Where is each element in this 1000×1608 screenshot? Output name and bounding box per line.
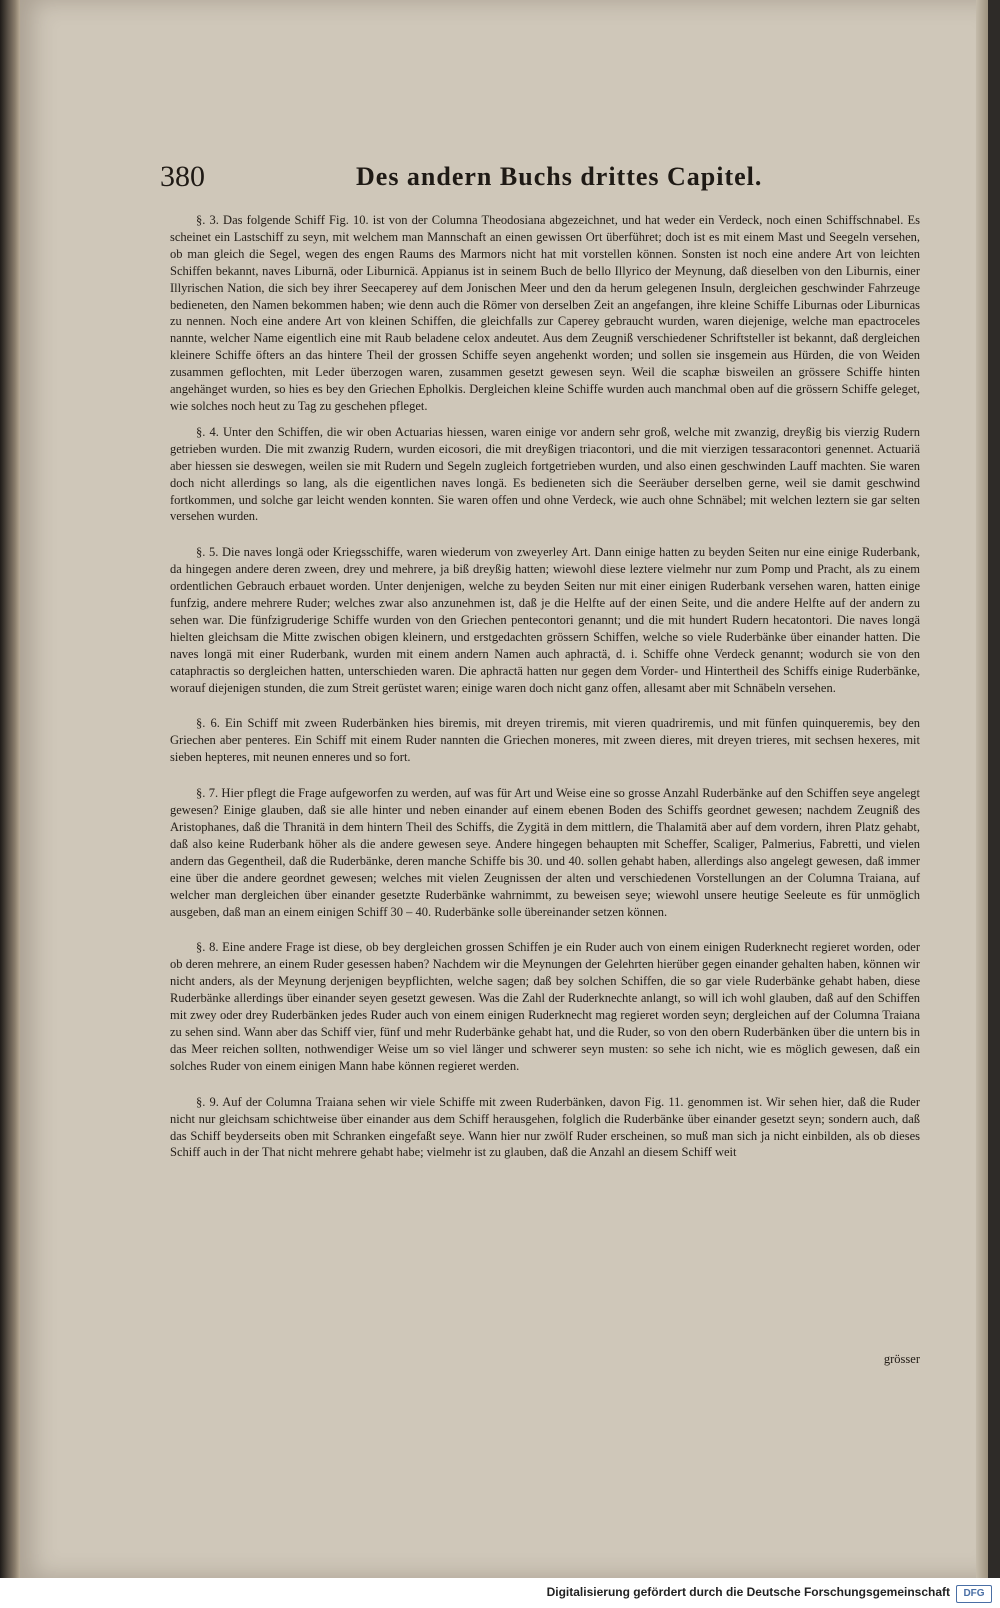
digitization-footer bbox=[0, 1578, 1000, 1608]
funding-notice: Digitalisierung gefördert durch die Deutsche Forschungsgemeinschaft bbox=[546, 1585, 950, 1599]
paragraph-section-9: §. 9. Auf der Columna Traiana sehen wir viele Schiffe mit zween Ruderbänken, davon Fig. 11. genommen ist. Wir sehen hier, daß die Ruder nicht nur gleichsam schichtweise über einander aus dem Schiff herausgehen, folglich die Ruderbänke über einander gesetzt seyn; sondern auch, daß das Schiff beyderseits oben mit Schranken eingefaßt seye. Wann hier nur zwölf Ruder erscheinen, so muß man sich ja nicht einbilden, als ob dieses Schiff auch in der That nicht mehrere gehabt habe; vielmehr ist zu glauben, daß die Anzahl an diesem Schiff weit bbox=[170, 1094, 920, 1160]
paragraph-section-7: §. 7. Hier pflegt die Frage aufgeworfen zu werden, auf was für Art und Weise eine so grosse Anzahl Ruderbänke auf den Schiffen seye angelegt gewesen? Einige glauben, daß sie alle hinter und neben einander auf einem ebenen Boden des Schiffs geordnet gewesen; nachdem Zeugniß des Aristophanes, daß die Thranitä in dem hintern Theil des Schiffs, die Zygitä in dem mittlern, die Thalamitä aber auf dem vordern, ihren Platz gehabt, daß also keine Ruderbank höher als die andere gewesen seye. Andere hingegen behaupten mit Scheffer, Scaliger, Palmerius, Fabretti, und vielen andern das Gegentheil, daß die Ruderbänke, deren manche Schiffe bis 30. und 40. sollen gehabt haben, allerdings also angelegt gewesen, daß immer eine über die andere geordnet gewesen; welches mit vielen Zeugnissen der alten und verschiedenen Vorstellungen an der Columna Traiana, auf welcher man dergleichen über einander gesetzte Ruderbänke wahrnimmt, zu beweisen seye; wiewohl unsere heutige Seeleute es für unmöglich ausgeben, daß man an einem einigen Schiff 30 – 40. Ruderbänke solle übereinander setzen können. bbox=[170, 786, 920, 919]
paragraph-section-3: §. 3. Das folgende Schiff Fig. 10. ist von der Columna Theodosiana abgezeichnet, und hat weder ein Verdeck, noch einen Schiffschnabel. Es scheinet ein Lastschiff zu seyn, mit welchem man Mannschaft an einen gewissen Ort überführet; doch ist es mit einem Mast und Seegeln versehen, ob man gleich die Segel, wegen des engen Raums des Marmors nicht hat mit vorstellen können. Sonsten ist noch eine andere Art von leichten Schiffen bekannt, naves Liburnä, oder Liburnicä. Appianus ist in seinem Buch de bello Illyrico der Meynung, daß dieselben von den Liburnis, einer Illyrischen Nation, die sich bey ihrer Seecaperey auf dem Jonischen Meer und den da herum gelegenen Insuln, dergleichen geschwinder Fahrzeuge bedieneten, den Namen bekommen haben; wie denn auch die Römer von derselben Zeit an angefangen, ihre kleine Schiffe Liburnas oder Liburnicas zu nennen. Noch eine andere Art von kleinen Schiffen, die gleichfalls zur Caperey gebraucht wurden, waren diejenige, welche man epactroceles nannte, welcher Name eigentlich eine mit Raub beladene celox andeutet. Aus dem Zeugniß verschiedener Schriftsteller ist bekannt, daß dergleichen kleinere Schiffe öfters an das hintere Theil der grossen Schiffe seyen angehenkt worden; und sollen sie insgemein aus Hürden, die von Weiden zusammen geflochten, mit Leder überzogen waren, zusammen gesetzt gewesen seyn. Weil die scaphæ bisweilen an grössere Schiffe hinten angehänget wurden, so hies es bey den Griechen Epholkis. Dergleichen kleine Schiffe wurden auch manchmal oben auf die grössern Schiffe geleget, wie solches noch heut zu Tag zu geschehen pfleget. bbox=[170, 213, 920, 413]
page-edge bbox=[976, 0, 988, 1578]
paragraph-section-8: §. 8. Eine andere Frage ist diese, ob bey dergleichen grossen Schiffen je ein Ruder auch von einem einigen Ruderknecht regieret worden, oder ob deren mehrere, an einem Ruder gesessen haben? Nachdem wir die Meynungen der Gelehrten hierüber gegen einander gehalten haben, können wir nicht anders, als der Meynung derjenigen beypflichten, welche sagen; daß bey solchen Schiffen, die so gar viele Ruderbänke gehabt haben, diese Ruderbänke allerdings über einander seyen gesetzt gewesen. Was die Zahl der Ruderknechte anlangt, so will ich wohl glauben, daß auf den Schiffen mit zwey oder drey Ruderbänken jedes Ruder auch von einem einigen Ruderknecht mag regieret worden seyn; dergleichen auf der Columna Traiana zu sehen sind. Wann aber das Schiff vier, fünf und mehr Ruderbänke gehabt hat, und die Ruder, so von den obern Ruderbänken über die untern bis in das Meer reichen sollten, nothwendiger Weise um so viel länger und schwerer seyn musten: so sehe ich nicht, wie es möglich gewesen, daß ein solches Ruder von einem einigen Mann habe können regieret werden. bbox=[170, 940, 920, 1073]
page-body bbox=[170, 212, 920, 1161]
running-title: Des andern Buchs drittes Capitel. bbox=[356, 162, 763, 191]
page-header bbox=[160, 160, 920, 206]
paragraph-section-6: §. 6. Ein Schiff mit zween Ruderbänken hies biremis, mit dreyen triremis, mit vieren quadriremis, und mit fünfen quinqueremis, bey den Griechen aber penteres. Ein Schiff mit einem Ruder nannten die Griechen moneres, mit zween dieres, mit dreyen trieres, mit sechsen hexeres, mit sieben hepteres, mit neunen enneres und so fort. bbox=[170, 716, 920, 765]
book-spine bbox=[0, 0, 20, 1578]
paragraph-section-5: §. 5. Die naves longä oder Kriegsschiffe, waren wiederum von zweyerley Art. Dann einige hatten zu beyden Seiten nur eine einige Ruderbank, da hingegen andere deren zween, drey und mehrere, ja biß dreyßig hatten; wiewohl diese leztere vielmehr nur zum Pomp und Pracht, als zu einem ordentlichen Gebrauch erbauet worden. Unter denjenigen, welche zu beyden Seiten nur mit einer einigen Ruderbank versehen waren, hatten einige funfzig, andere mehrere Ruder; welches zwar also anzunehmen ist, daß je die Helfte auf der einen Seite, und die andere Helfte auf der andern zu sehen war. Die fünfzigruderige Schiffe wurden von den Griechen pentecontori genannt; und die mit hundert Rudern hecatontori. Die naves longä hielten gleichsam die Mitte zwischen obigen kleinern, und erstgedachten grössern Schiffen, welche so viele Ruderbänke über einander hatten. Die naves longä mit einer Ruderbank, wurden mit einem andern Namen auch aphractä, d. i. Schiffe ohne Verdeck genannt; wodurch sie von den cataphractis so dergleichen hatten, unterschieden waren. Die aphractä hatten nur gegen dem Vorder- und Hintertheil des Schiffs einige Ruderbänke, worauf diejenigen stunden, die zum Streit gerüstet waren; einige waren doch nicht ganz offen, allesamt aber mit Schnäbeln versehen. bbox=[170, 545, 920, 695]
paragraph-section-4: §. 4. Unter den Schiffen, die wir oben Actuarias hiessen, waren einige vor andern sehr groß, welche mit zwanzig, dreyßig bis vierzig Rudern getrieben wurden. Die mit zwanzig Rudern, wurden eicosori, die mit dreyßigen triacontori, und die mit vierzigen tessaracontori genennet. Actuariä aber hiessen sie deswegen, weilen sie mit Rudern und Segeln zugleich fortgetrieben wurden, und also einen geschwinden Lauff machten. Sie waren doch nicht allerdings so lang, als die eigentlichen naves longä. Es bedieneten sich die Seeräuber derselben gerne, weil sie damit geschwind fortkommen, und solche gar leicht wenden konnten. Sie waren offen und ohne Verdeck, wie auch ohne Schnäbel; mit welchen leztern sie gar selten versehen wurden. bbox=[170, 424, 920, 524]
dfg-logo: DFG bbox=[956, 1585, 992, 1603]
catchword: grösser bbox=[883, 1352, 920, 1366]
page-number: 380 bbox=[160, 160, 205, 193]
